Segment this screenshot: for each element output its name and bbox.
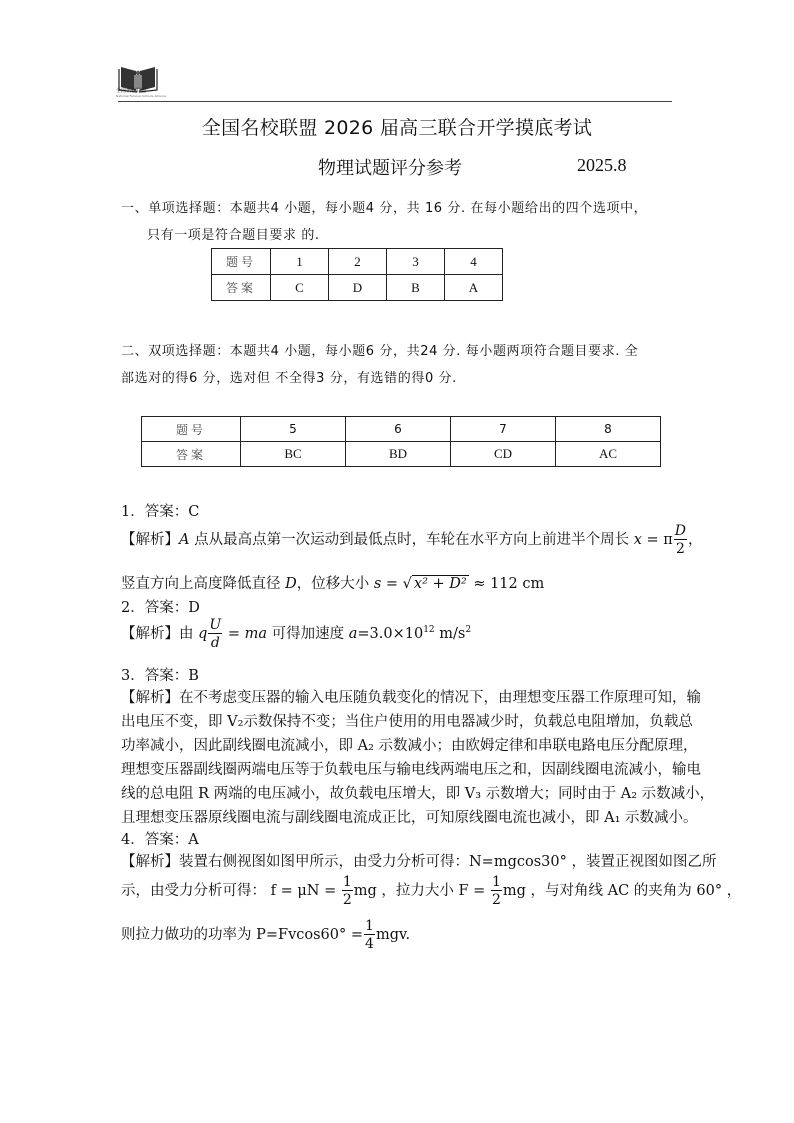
solution3-line1: 【解析】在不考虑变压器的输入电压随负载变化的情况下，由理想变压器工作原理可知，输 <box>121 690 701 706</box>
table-row-answers <box>142 442 661 467</box>
row-label: 题号 <box>142 417 241 442</box>
answer-cell: BC <box>241 442 346 467</box>
answer-cell: BD <box>346 442 451 467</box>
solution3-line4: 理想变压器副线圈两端电压等于负载电压与输电线两端电压之和，因副线圈电流减小，输电 <box>121 762 701 778</box>
row-label: 答案 <box>142 442 241 467</box>
solution4-line3: 则拉力做功的功率为 P=Fvcos60° = $\frac{1}{4}$ mgv. <box>121 918 411 952</box>
question-number: 2 <box>329 249 387 275</box>
question-number: 8 <box>556 417 661 442</box>
question-number: 3 <box>387 249 445 275</box>
section2-instructions-line2: 部选对的得6 分，选对但 不全得3 分，有选错的得0 分. <box>121 371 457 386</box>
solution1-line1: 【解析】A 点从最高点第一次运动到最低点时，车轮在水平方向上前进半个周长 x = π $\frac{D}{2}$ ， <box>121 523 703 557</box>
fraction: $\frac{1}{4}$ <box>365 918 374 952</box>
solution4-line2: 示，由受力分析可得： f = μN = $\frac{1}{2}$ mg ，拉力大小 F = $\frac{1}{2}$ mg ，与对角线 AC 的夹角为 60° ， <box>121 874 742 908</box>
section1-instructions-line2: 只有一项是符合题目要求 的. <box>147 228 320 243</box>
solution1-line2: 竖直方向上高度降低直径 D，位移大小 s = √ x² + D² ≈ 112 cm <box>121 576 545 592</box>
answer-cell: B <box>387 275 445 301</box>
answer-cell: A <box>445 275 503 301</box>
solution2-line1: 【解析】由 q $\frac{U}{d}$ = ma 可得加速度 $a=3.0\times 10^{12}$ $m/s^2$ <box>121 617 472 651</box>
section1-instructions-line1: 一、单项选择题：本题共4 小题，每小题4 分，共 16 分. 在每小题给出的四个选项中， <box>121 201 648 216</box>
header-divider <box>118 101 672 102</box>
analysis-tag: 【解析】 <box>121 626 179 642</box>
solution3-line3: 功率减小，因此副线圈电流减小，即 A₂ 示数减小；由欧姆定律和串联电路电压分配原理， <box>121 738 698 754</box>
answer-cell: D <box>329 275 387 301</box>
exam-title: 全国名校联盟 2026 届高三联合开学摸底考试 <box>201 117 593 139</box>
question-number: 7 <box>451 417 556 442</box>
row-label: 题号 <box>212 249 271 275</box>
exam-subtitle: 物理试题评分参考 <box>318 158 462 179</box>
section1-answer-table <box>211 248 503 301</box>
fraction: $\frac{1}{2}$ <box>342 874 352 908</box>
solution1-heading: 1．答案：C <box>121 504 200 520</box>
analysis-tag: 【解析】 <box>121 854 179 870</box>
solution2-heading: 2．答案：D <box>121 600 200 616</box>
solution3-line5: 线的总电阻 R 两端的电压减小，故负载电压增大，即 V₃ 示数增大；同时由于 A₂ 示数减小， <box>121 786 715 802</box>
question-number: 1 <box>271 249 329 275</box>
solution3-line2: 出电压不变，即 V₂示数保持不变；当住户使用的用电器减少时，负载总电阻增加，负载总 <box>121 714 693 730</box>
square-root: x² + D² <box>413 576 467 592</box>
logo-text: 全国名校联盟 <box>116 88 147 94</box>
solution4-line1: 【解析】装置右侧视图如图甲所示，由受力分析可得：N=mgcos30° ，装置正视图如图乙所 <box>121 854 717 870</box>
answer-cell: C <box>271 275 329 301</box>
fraction: $\frac{1}{2}$ <box>491 874 501 908</box>
section2-answer-table <box>141 416 661 467</box>
row-label: 答案 <box>212 275 271 301</box>
solution3-heading: 3．答案：B <box>121 668 199 684</box>
fraction: $\frac{D}{2}$ <box>674 523 687 557</box>
question-number: 5 <box>241 417 346 442</box>
question-number: 6 <box>346 417 451 442</box>
solution4-heading: 4．答案：A <box>121 832 199 848</box>
solution3-line6: 且理想变压器原线圈电流与副线圈电流成正比，可知原线圈电流也减小，即 A₁ 示数减小。 <box>121 810 698 826</box>
section2-instructions-line1: 二、双项选择题：本题共4 小题，每小题6 分，共24 分. 每小题两项符合题目要求. 全 <box>121 344 639 359</box>
answer-cell: AC <box>556 442 661 467</box>
exam-date: 2025.8 <box>577 155 627 175</box>
logo-subtext: National Famous Schools Alliance <box>116 94 167 98</box>
table-row-numbers <box>212 249 503 275</box>
fraction: $\frac{U}{d}$ <box>209 617 222 651</box>
answer-cell: CD <box>451 442 556 467</box>
analysis-tag: 【解析】 <box>121 690 179 706</box>
table-row-numbers <box>142 417 661 442</box>
table-row-answers <box>212 275 503 301</box>
question-number: 4 <box>445 249 503 275</box>
analysis-tag: 【解析】 <box>121 532 179 548</box>
